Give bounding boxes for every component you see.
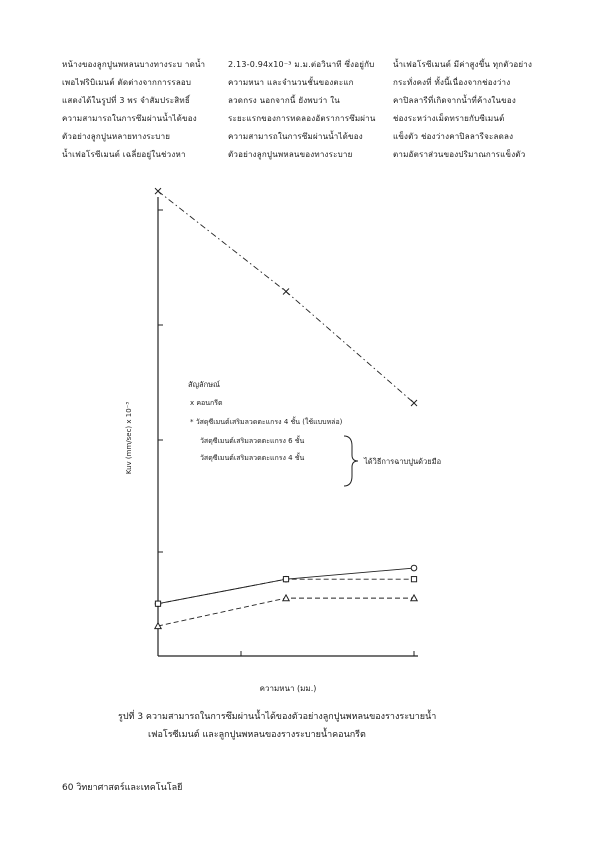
series-square <box>155 577 416 607</box>
body-text-line: ตามอัตราส่วนของปริมาณการแข็งตัว <box>393 150 526 159</box>
data-point <box>283 595 289 601</box>
body-text-line: 2.13-0.94x10⁻³ ม.ม.ต่อวินาที ซึ่งอยู่กับ <box>228 60 375 69</box>
data-point <box>411 577 416 582</box>
body-text-line: ช่องระหว่างเม็ดทรายกับซีเมนต์ <box>393 114 505 123</box>
body-text-line: ความสามารถในการซึมผ่านน้ำได้ของ <box>62 114 197 123</box>
body-text-line: หน้างของลูกปูนพหลนบางทางระบ าดน้ำ <box>62 60 206 69</box>
legend-brace <box>344 436 358 486</box>
legend-item-concrete: x คอนกรีต <box>190 399 223 407</box>
chart-axes <box>158 197 418 656</box>
body-text-line: กระทั่งคงที่ ทั้งนี้เนื่องจากช่องว่าง <box>393 78 511 87</box>
legend-title: สัญลักษณ์ <box>188 380 221 389</box>
legend-item-4-layer: วัสดุซีเมนต์เสริมลวดตะแกรง 4 ชั้น <box>200 454 305 462</box>
figure-caption-line-2: เฟอโรซีเมนต์ และลูกปูนพหลนของรางระบายน้ำคอนกรีต <box>148 730 366 740</box>
series-layer <box>155 188 417 628</box>
body-text-line: แข็งตัว ช่องว่างคาปิลลารีจะลดลง <box>393 132 514 141</box>
figure-caption-line-1: รูปที่ 3 ความสามารถในการซึมผ่านน้ำได้ของตัวอย่างลูกปูนพหลนของรางระบายน้ำ <box>118 712 437 722</box>
body-text-line: คาปิลลารีที่เกิดจากน้ำที่ค้างในของ <box>393 96 516 105</box>
axis-ticks <box>158 210 414 656</box>
series-line <box>158 598 414 626</box>
y-axis-label: Kuv (mm/sec) x 10⁻³ <box>125 401 133 475</box>
legend-item-mould: * วัสดุซีเมนต์เสริมลวดตะแกรง 4 ชั้น (ใช้แบบหล่อ) <box>190 418 343 426</box>
x-axis-label: ความหนา (มม.) <box>259 684 317 693</box>
page-footer: 60 วิทยาศาสตร์และเทคโนโลยี <box>62 783 183 793</box>
body-text-line: ความหนา และจำนวนชั้นของตะแก <box>228 78 354 87</box>
body-text-line: น้ำเฟอโรซีเมนต์ มีค่าสูงขึ้น ทุกตัวอย่าง <box>393 60 533 69</box>
body-text-line: น้ำเฟอโรซีเมนต์ เฉลี่ยอยู่ในช่วงหา <box>62 150 186 159</box>
legend-item-6-layer: วัสดุซีเมนต์เสริมลวดตะแกรง 6 ชั้น <box>200 437 305 445</box>
series-x <box>155 188 417 406</box>
data-point <box>411 400 417 406</box>
body-text-line: แสดงได้ในรูปที่ 3 พร จำสัมประสิทธิ์ <box>62 96 190 105</box>
body-text-line: ความสามารถในการซึมผ่านน้ำได้ของ <box>228 132 363 141</box>
series-line <box>158 191 414 403</box>
legend <box>188 380 441 486</box>
data-point <box>283 289 289 295</box>
data-point <box>411 565 417 571</box>
body-text-line: ตัวอย่างลูกปูนพหลนของทางระบาย <box>228 150 353 159</box>
body-text-line: ลวดกรง นอกจากนี้ ยังพบว่า ใน <box>228 96 340 105</box>
body-text-line: ตัวอย่างลูกปูนหลายทางระบาย <box>62 132 171 141</box>
data-point <box>155 188 161 194</box>
data-point <box>155 601 160 606</box>
series-triangle <box>155 595 417 629</box>
body-text-line: ระยะแรกของการทดลองอัตราการซึมผ่าน <box>228 114 376 123</box>
data-point <box>283 577 288 582</box>
body-text-line: เพอไฟริบิเมนต์ ตัดต่างจากการรลอบ <box>62 78 192 87</box>
legend-group-label: ได้วิธีการฉาบปูนด้วยมือ <box>364 457 442 466</box>
